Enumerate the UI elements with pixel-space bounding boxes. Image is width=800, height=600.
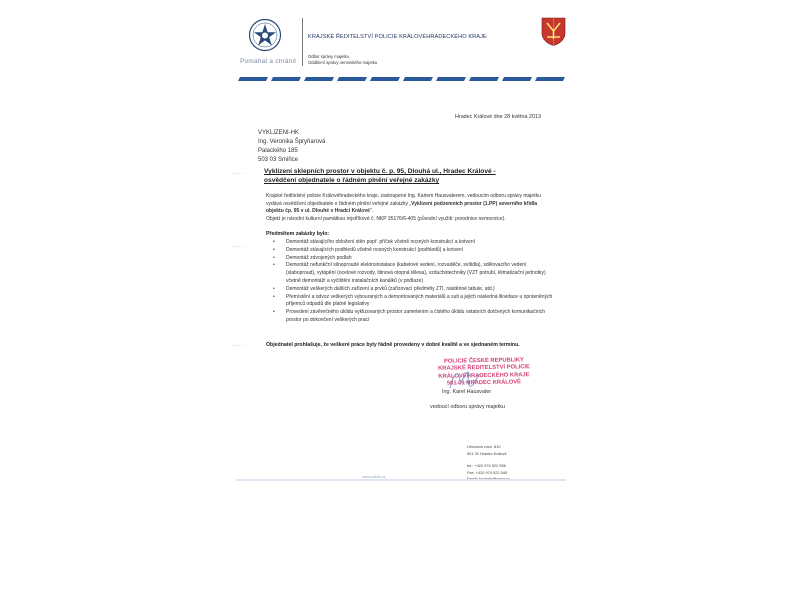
contract-name: Vyklizení podzemních prostor (1.PP) severního křídla objektu čp. 95 v ul. Dlouhé v Hradci Králové <box>266 200 538 215</box>
recipient-name: Ing. Veronika Špryňarová <box>258 139 326 145</box>
recipient-city: 503 03 Smiřice <box>258 157 299 163</box>
subject-heading <box>264 167 564 185</box>
stamp-line: KRÁLOVÉHRADECKÉHO KRAJE <box>438 372 530 380</box>
monument-paragraph: Objekt je národní kulturní památkou rejstříkové č. NKP 35176/6-405 (původní využití: porodnice nemocnice). <box>266 216 506 222</box>
list-item: • Demontáž veškerých dalších zařízení a prvků (zařizovací předměty ZTI, nástěnné tabule, atd.) <box>266 286 556 294</box>
scope-heading: Předmětem zakázky bylo: <box>266 231 330 237</box>
tagline: Pomáhat a chránit <box>240 58 297 65</box>
contact-street: Ulrichovo nám. 810 <box>467 444 501 449</box>
conclusion-statement: Objednatel prohlašuje, že veškeré práce byly řádně provedeny v dobré kvalitě a ve sjednaném termínu. <box>266 342 520 348</box>
recipient-street: Palackého 185 <box>258 148 298 154</box>
margin-fold-mark: ..... <box>232 342 244 348</box>
subject-line: Vyklizení sklepních prostor v objektu č. p. 95, Dlouhá ul., Hradec Králové - <box>264 168 496 175</box>
contact-block <box>467 444 510 483</box>
police-star-logo-icon <box>248 18 282 52</box>
contact-fax: Fax: +420 974 522 549 <box>467 469 508 475</box>
stamp-line: KRAJSKÉ ŘEDITELSTVÍ POLICIE <box>438 364 530 373</box>
region-coat-of-arms-icon <box>541 17 566 46</box>
header-divider <box>302 18 303 66</box>
contact-city: 501 01 Hradec Králové <box>467 450 507 456</box>
recipient-company: VYKLIZENI-HK <box>258 130 300 136</box>
list-item: • Demontáž zdvojených podlah <box>266 255 556 263</box>
intro-text: Krajské ředitelství policie Královéhradeckého kraje, zastoupené Ing. Karlem Hausvaterem, vedoucím odboru správy majetku vydává osvědčení objednatele o řádném plnění veřejné zakázky „ <box>266 193 541 207</box>
margin-fold-mark: ..... <box>232 170 244 176</box>
list-item: • Přemístění a odvoz veškerých vybouraných a demontovaných materiálů a suti a jejich následná likvidace u oprávněných příjemců odpadů dle platné legislativy <box>266 294 556 310</box>
signer-role: vedoucí odboru správy majetku <box>430 404 505 410</box>
margin-fold-mark: ..... <box>232 243 244 249</box>
list-item: • Demontáž stávajícího obložení stěn popř. příček včetně nosných konstrukcí a kotvení <box>266 239 556 247</box>
stamp-line: POLICIE ČESKÉ REPUBLIKY <box>443 357 524 365</box>
scope-list <box>266 239 556 325</box>
intro-paragraph <box>266 193 556 216</box>
header-department: Odbor správy majetku <box>308 54 349 59</box>
subject-line: osvědčení objednatele o řádném plnění veřejné zakázky <box>264 177 440 184</box>
footer-website: www.policie.cz <box>362 475 386 479</box>
stamp-line: 501 01 HRADEC KRÁLOVÉ <box>446 379 522 387</box>
footer-stripe <box>236 479 566 481</box>
header-stripe <box>238 77 568 81</box>
list-item: • Demontáž stávajících podhledů včetně nosných konstrukcí (podhledů) a kotvení <box>266 247 556 255</box>
signer-name: Ing. Karel Hausvater <box>442 389 492 395</box>
header-unit: Oddělení správy nemovitého majetku <box>308 60 378 65</box>
intro-text-end: ". <box>369 208 374 215</box>
document-date: Hradec Králové dne 28 května 2013 <box>455 114 542 120</box>
contact-phone: tel.: +420 974 522 556 <box>467 463 506 468</box>
list-item: • Demontáž nefunkční silnoproudé elektroinstalace (kabelové vedení, rozvaděče, svítidla), sdělovacího vedení (slaboproud), vytápění (ocelové rozvody, litinová otopná tělesa), vzduchotechniky (VZT potrubí, klimatizační jednotky) včetně demontáží a vyčištění instalačních kanálků (v podlaze) <box>266 262 556 285</box>
recipient-address <box>258 129 325 165</box>
header-title: KRAJSKÉ ŘEDITELSTVÍ POLICIE KRÁLOVÉHRADECKÉHO KRAJE <box>308 34 487 40</box>
list-item: • Provedení závěrečného úklidu vyklizovaných prostor zametením a čistého úklidu ostatních dotčených komunikačních prostor po dokončení veškerých prací <box>266 309 556 325</box>
